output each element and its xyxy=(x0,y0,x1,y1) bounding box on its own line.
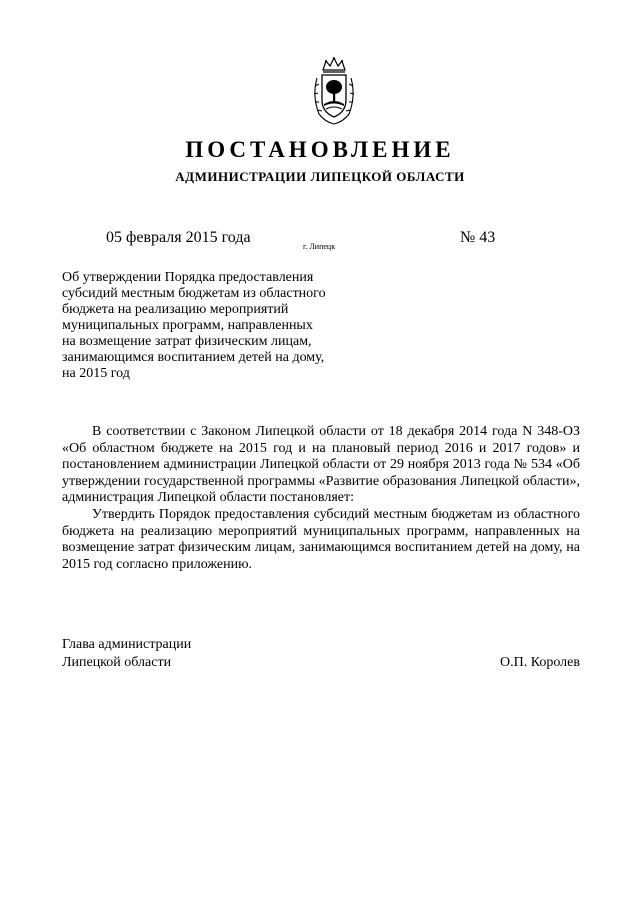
document-title: ПОСТАНОВЛЕНИЕ xyxy=(185,137,455,162)
signatory-position: Глава администрации xyxy=(62,637,192,652)
subject-line: субсидий местным бюджетам из областного xyxy=(62,286,326,301)
document-number: № 43 xyxy=(460,229,496,246)
body-paragraph: Утвердить Порядок предоставления субсидий местным бюджетам из областного бюджета на реализацию мероприятий муниципальных программ, направленных на возмещение затрат физическим лицам, занимающимся воспитанием детей на дому, на 2015 год согласно приложению. xyxy=(62,506,580,572)
signatory-name: О.П. Королев xyxy=(500,655,580,670)
signatory-region: Липецкой области xyxy=(62,655,172,670)
subject-line: занимающимся воспитанием детей на дому, xyxy=(62,350,325,365)
document-subject xyxy=(62,270,362,382)
body-paragraph: В соответствии с Законом Липецкой области от 18 декабря 2014 года N 348-ОЗ «Об областном бюджете на 2015 год и на плановый период 2016 и 2017 годов» и постановлением администрации Липецкой области от 29 ноября 2013 года № 534 «Об утверждении государственной программы «Развитие образования Липецкой области», администрация Липецкой области постановляет: xyxy=(62,424,580,506)
subject-line: на возмещение затрат физическим лицам, xyxy=(62,334,312,349)
document-city: г. Липецк xyxy=(303,242,336,251)
document-subtitle: АДМИНИСТРАЦИИ ЛИПЕЦКОЙ ОБЛАСТИ xyxy=(175,169,465,184)
document-body xyxy=(62,424,580,573)
lipetsk-coat-of-arms-icon xyxy=(311,56,357,126)
signature-line xyxy=(62,654,580,672)
subject-line: бюджета на реализацию мероприятий xyxy=(62,302,289,317)
signature-block xyxy=(62,636,580,672)
subject-line: муниципальных программ, направленных xyxy=(62,318,313,333)
subject-line: Об утверждении Порядка предоставления xyxy=(62,270,314,285)
document-date: 05 февраля 2015 года xyxy=(106,229,251,246)
subject-line: на 2015 год xyxy=(62,366,130,381)
